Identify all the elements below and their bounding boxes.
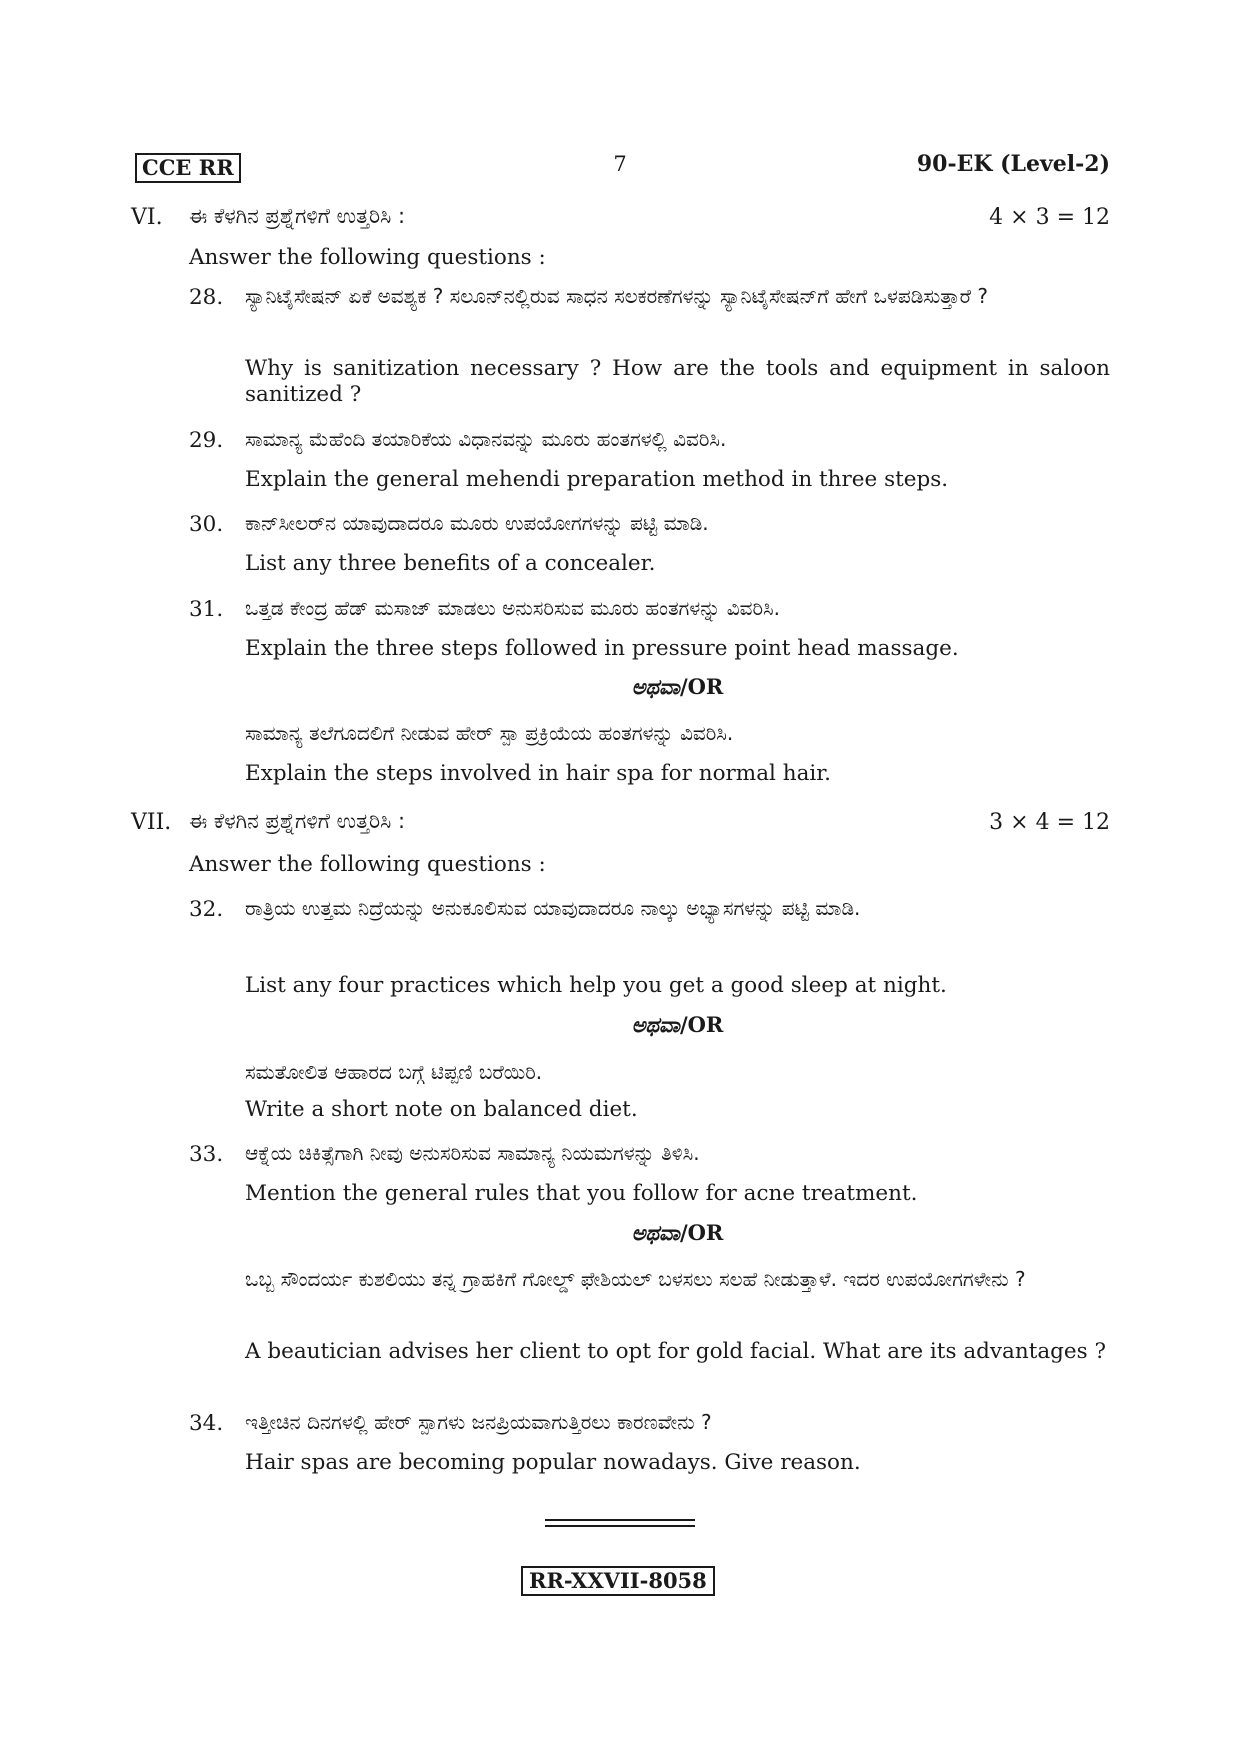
question-text-kn: ಆಕ್ನೆಯ ಚಿಕಿತ್ಸೆಗಾಗಿ ನೀವು ಅನುಸರಿಸುವ ಸಾಮಾನ್ಯ ನಿಯಮಗಳನ್ನು ತಿಳಿಸಿ. — [245, 1141, 700, 1165]
section-marks: 3 × 4 = 12 — [989, 810, 1110, 835]
question-text-kn: ರಾತ್ರಿಯ ಉತ್ತಮ ನಿದ್ರೆಯನ್ನು ಅನುಕೂಲಿಸುವ ಯಾವುದಾದರೂ ನಾಲ್ಕು ಅಭ್ಯಾಸಗಳನ್ನು ಪಟ್ಟಿ ಮಾಡಿ. — [245, 896, 861, 920]
alternative-question-kn: ಸಮತೋಲಿತ ಆಹಾರದ ಬಗ್ಗೆ ಟಿಪ್ಪಣಿ ಬರೆಯಿರಿ. — [245, 1060, 543, 1084]
or-divider — [245, 674, 1110, 700]
or-label-kn: ಅಥವಾ — [631, 1013, 680, 1037]
question-number: 30. — [189, 512, 224, 537]
page-number: 7 — [613, 152, 627, 176]
alternative-question-en: Explain the steps involved in hair spa for normal hair. — [245, 761, 832, 786]
question-text-en: Mention the general rules that you follow for acne treatment. — [245, 1181, 918, 1206]
alternative-question-en: Write a short note on balanced diet. — [245, 1097, 638, 1122]
section-instruction: Answer the following questions : — [189, 852, 546, 877]
question-text-kn: ಒತ್ತಡ ಕೇಂದ್ರ ಹೆಡ್ ಮಸಾಜ್ ಮಾಡಲು ಅನುಸರಿಸುವ ಮೂರು ಹಂತಗಳನ್ನು ವಿವರಿಸಿ. — [245, 596, 781, 620]
alternative-question-kn: ಒಬ್ಬ ಸೌಂದರ್ಯ ಕುಶಲಿಯು ತನ್ನ ಗ್ರಾಹಕಿಗೆ ಗೋಲ್ಡ್ ಫೇಶಿಯಲ್ ಬಳಸಲು ಸಲಹೆ ನೀಡುತ್ತಾಳೆ. ಇದರ ಉಪಯೋಗಗಳೇನು ? — [245, 1267, 1026, 1291]
section-instruction: Answer the following questions : — [189, 245, 546, 270]
or-label-en: /OR — [679, 674, 724, 699]
question-text-kn: ಸ್ಯಾನಿಟೈಸೇಷನ್ ಏಕೆ ಅವಶ್ಯಕ ? ಸಲೂನ್‌ನಲ್ಲಿರುವ ಸಾಧನ ಸಲಕರಣೆಗಳನ್ನು ಸ್ಯಾನಿಟೈಸೇಷನ್‌ಗೆ ಹೇಗೆ ಒಳಪಡಿಸುತ್ತಾರೆ ? — [245, 284, 989, 308]
or-divider — [245, 1012, 1110, 1038]
question-number: 34. — [189, 1411, 224, 1436]
question-text-en: Explain the general mehendi preparation method in three steps. — [245, 467, 949, 492]
section-number: VII. — [131, 810, 172, 835]
end-rule-top — [545, 1519, 695, 1521]
or-label-en: /OR — [679, 1012, 724, 1037]
or-divider — [245, 1220, 1110, 1246]
alternative-question-kn: ಸಾಮಾನ್ಯ ತಲೆಗೂದಲಿಗೆ ನೀಡುವ ಹೇರ್ ಸ್ಪಾ ಪ್ರಕ್ರಿಯೆಯ ಹಂತಗಳನ್ನು ವಿವರಿಸಿ. — [245, 721, 734, 745]
section-title: ಈ ಕೆಳಗಿನ ಪ್ರಶ್ನೆಗಳಿಗೆ ಉತ್ತರಿಸಿ : — [189, 204, 406, 228]
header-code-box: CCE RR — [135, 153, 241, 183]
question-number: 32. — [189, 897, 224, 922]
question-number: 29. — [189, 428, 224, 453]
question-text-en: Hair spas are becoming popular nowadays. Give reason. — [245, 1450, 861, 1475]
section-marks: 4 × 3 = 12 — [989, 205, 1110, 230]
or-label-kn: ಅಥವಾ — [631, 1221, 680, 1245]
question-text-kn: ಸಾಮಾನ್ಯ ಮೆಹೆಂದಿ ತಯಾರಿಕೆಯ ವಿಧಾನವನ್ನು ಮೂರು ಹಂತಗಳಲ್ಲಿ ವಿವರಿಸಿ. — [245, 427, 727, 451]
end-rule-bottom — [545, 1525, 695, 1527]
question-text-en: Why is sanitization necessary ? How are the tools and equipment in saloon sanitized ? — [245, 356, 1110, 407]
question-text-en: List any three benefits of a concealer. — [245, 551, 656, 576]
question-text-kn: ಕಾನ್‌ಸೀಲರ್‌ನ ಯಾವುದಾದರೂ ಮೂರು ಉಪಯೋಗಗಳನ್ನು ಪಟ್ಟಿ ಮಾಡಿ. — [245, 511, 709, 535]
alternative-question-en: A beautician advises her client to opt for gold facial. What are its advantages ? — [245, 1339, 1107, 1364]
footer-code-box: RR-XXVII-8058 — [521, 1566, 715, 1596]
section-number: VI. — [131, 205, 163, 230]
question-number: 28. — [189, 285, 224, 310]
paper-code: 90-EK (Level-2) — [916, 151, 1110, 177]
question-text-kn: ಇತ್ತೀಚಿನ ದಿನಗಳಲ್ಲಿ ಹೇರ್ ಸ್ಪಾಗಳು ಜನಪ್ರಿಯವಾಗುತ್ತಿರಲು ಕಾರಣವೇನು ? — [245, 1410, 712, 1434]
question-number: 33. — [189, 1142, 224, 1167]
or-label-kn: ಅಥವಾ — [631, 675, 680, 699]
or-label-en: /OR — [679, 1220, 724, 1245]
section-title: ಈ ಕೆಳಗಿನ ಪ್ರಶ್ನೆಗಳಿಗೆ ಉತ್ತರಿಸಿ : — [189, 809, 406, 833]
question-number: 31. — [189, 597, 224, 622]
question-text-en: List any four practices which help you get a good sleep at night. — [245, 973, 947, 998]
question-text-en: Explain the three steps followed in pressure point head massage. — [245, 636, 959, 661]
